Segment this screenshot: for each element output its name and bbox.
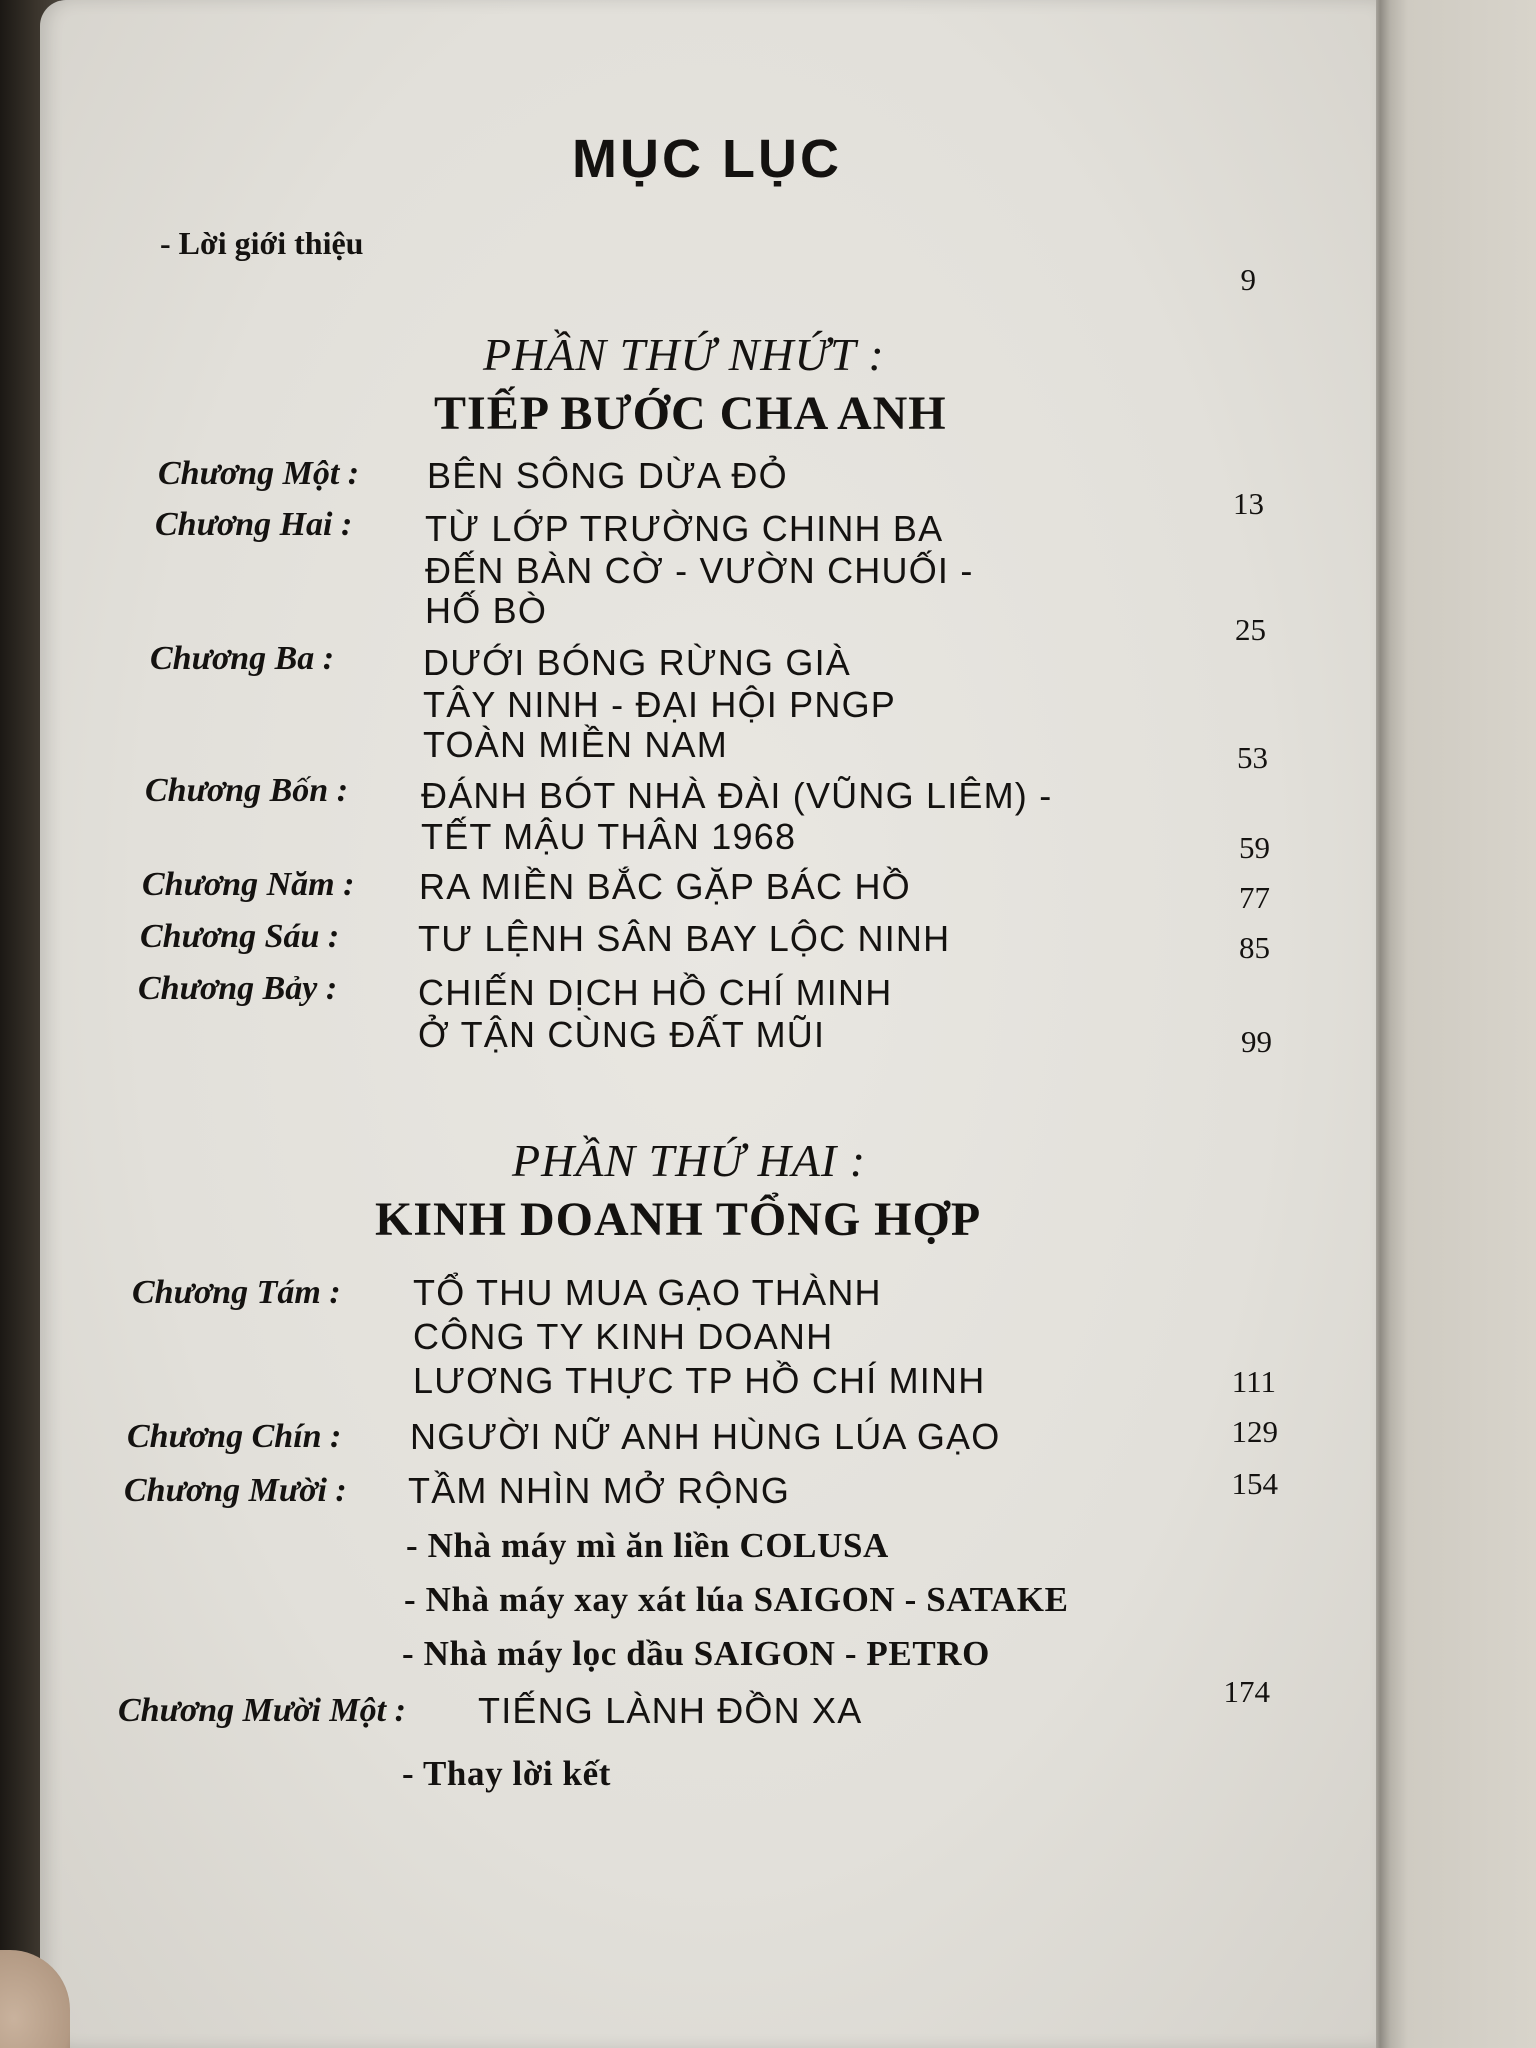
chapter-2-title-line-3: HỐ BÒ bbox=[425, 590, 548, 631]
chapter-11-title: TIẾNG LÀNH ĐỒN XA bbox=[478, 1690, 863, 1731]
chapter-6-label: Chương Sáu : bbox=[140, 918, 340, 955]
page-title: MỤC LỤC bbox=[572, 129, 842, 189]
chapter-5-page: 77 bbox=[1239, 880, 1270, 915]
chapter-8-title-line-1: TỔ THU MUA GẠO THÀNH bbox=[413, 1272, 882, 1313]
chapter-2-label: Chương Hai : bbox=[155, 506, 353, 543]
chapter-1-title: BÊN SÔNG DỪA ĐỎ bbox=[427, 455, 788, 496]
chapter-10-subitem: - Nhà máy mì ăn liền COLUSA bbox=[406, 1526, 889, 1565]
chapter-2-title-line-2: ĐẾN BÀN CỜ - VƯỜN CHUỐI - bbox=[425, 550, 974, 591]
chapter-2-title-line-1: TỪ LỚP TRƯỜNG CHINH BA bbox=[425, 508, 944, 549]
chapter-7-page: 99 bbox=[1241, 1024, 1272, 1059]
chapter-8-title-line-3: LƯƠNG THỰC TP HỒ CHÍ MINH bbox=[413, 1360, 986, 1401]
chapter-9-page: 129 bbox=[1231, 1414, 1278, 1449]
chapter-6-title: TƯ LỆNH SÂN BAY LỘC NINH bbox=[418, 918, 951, 959]
chapter-3-title-line-3: TOÀN MIỀN NAM bbox=[423, 724, 728, 765]
facing-page bbox=[1380, 0, 1536, 2048]
chapter-4-title-line-2: TẾT MẬU THÂN 1968 bbox=[421, 816, 797, 857]
part-1-title: TIẾP BƯỚC CHA ANH bbox=[434, 387, 947, 440]
chapter-3-title-line-1: DƯỚI BÓNG RỪNG GIÀ bbox=[423, 642, 851, 683]
part-2-title: KINH DOANH TỔNG HỢP bbox=[375, 1193, 982, 1246]
chapter-9-title: NGƯỜI NỮ ANH HÙNG LÚA GẠO bbox=[410, 1416, 1001, 1457]
chapter-1-page: 13 bbox=[1233, 486, 1264, 521]
chapter-5-label: Chương Năm : bbox=[142, 866, 355, 903]
chapter-3-page: 53 bbox=[1237, 740, 1268, 775]
chapter-11-page: 174 bbox=[1223, 1674, 1270, 1709]
part-2-label: PHẦN THỨ HAI : bbox=[512, 1135, 867, 1186]
part-1-label: PHẦN THỨ NHỨT : bbox=[483, 329, 885, 380]
chapter-7-title-line-1: CHIẾN DỊCH HỒ CHÍ MINH bbox=[418, 972, 893, 1013]
chapter-4-page: 59 bbox=[1239, 830, 1270, 865]
chapter-2-page: 25 bbox=[1235, 612, 1266, 647]
chapter-10-page: 154 bbox=[1231, 1466, 1278, 1501]
chapter-8-label: Chương Tám : bbox=[132, 1274, 341, 1311]
toc-intro-label: - Lời giới thiệu bbox=[160, 225, 364, 261]
toc-intro-page: 9 bbox=[1240, 262, 1256, 297]
chapter-11-subitem: - Thay lời kết bbox=[402, 1754, 611, 1793]
chapter-10-subitem: - Nhà máy lọc dầu SAIGON - PETRO bbox=[402, 1634, 991, 1673]
chapter-10-subitem: - Nhà máy xay xát lúa SAIGON - SATAKE bbox=[404, 1580, 1069, 1619]
chapter-5-title: RA MIỀN BẮC GẶP BÁC HỒ bbox=[419, 866, 911, 907]
chapter-1-label: Chương Một : bbox=[158, 455, 360, 492]
chapter-8-page: 111 bbox=[1231, 1364, 1276, 1399]
chapter-10-label: Chương Mười : bbox=[124, 1472, 347, 1509]
chapter-7-title-line-2: Ở TẬN CÙNG ĐẤT MŨI bbox=[418, 1014, 826, 1055]
chapter-10-title: TẦM NHÌN MỞ RỘNG bbox=[408, 1470, 791, 1511]
chapter-9-label: Chương Chín : bbox=[127, 1418, 342, 1455]
chapter-11-label: Chương Mười Một : bbox=[118, 1692, 406, 1729]
chapter-6-page: 85 bbox=[1239, 930, 1270, 965]
chapter-3-label: Chương Ba : bbox=[150, 640, 335, 677]
chapter-7-label: Chương Bảy : bbox=[138, 970, 338, 1007]
chapter-3-title-line-2: TÂY NINH - ĐẠI HỘI PNGP bbox=[423, 684, 896, 725]
chapter-4-title-line-1: ĐÁNH BÓT NHÀ ĐÀI (VŨNG LIÊM) - bbox=[421, 775, 1053, 816]
chapter-4-label: Chương Bốn : bbox=[145, 772, 349, 809]
chapter-8-title-line-2: CÔNG TY KINH DOANH bbox=[413, 1316, 834, 1357]
